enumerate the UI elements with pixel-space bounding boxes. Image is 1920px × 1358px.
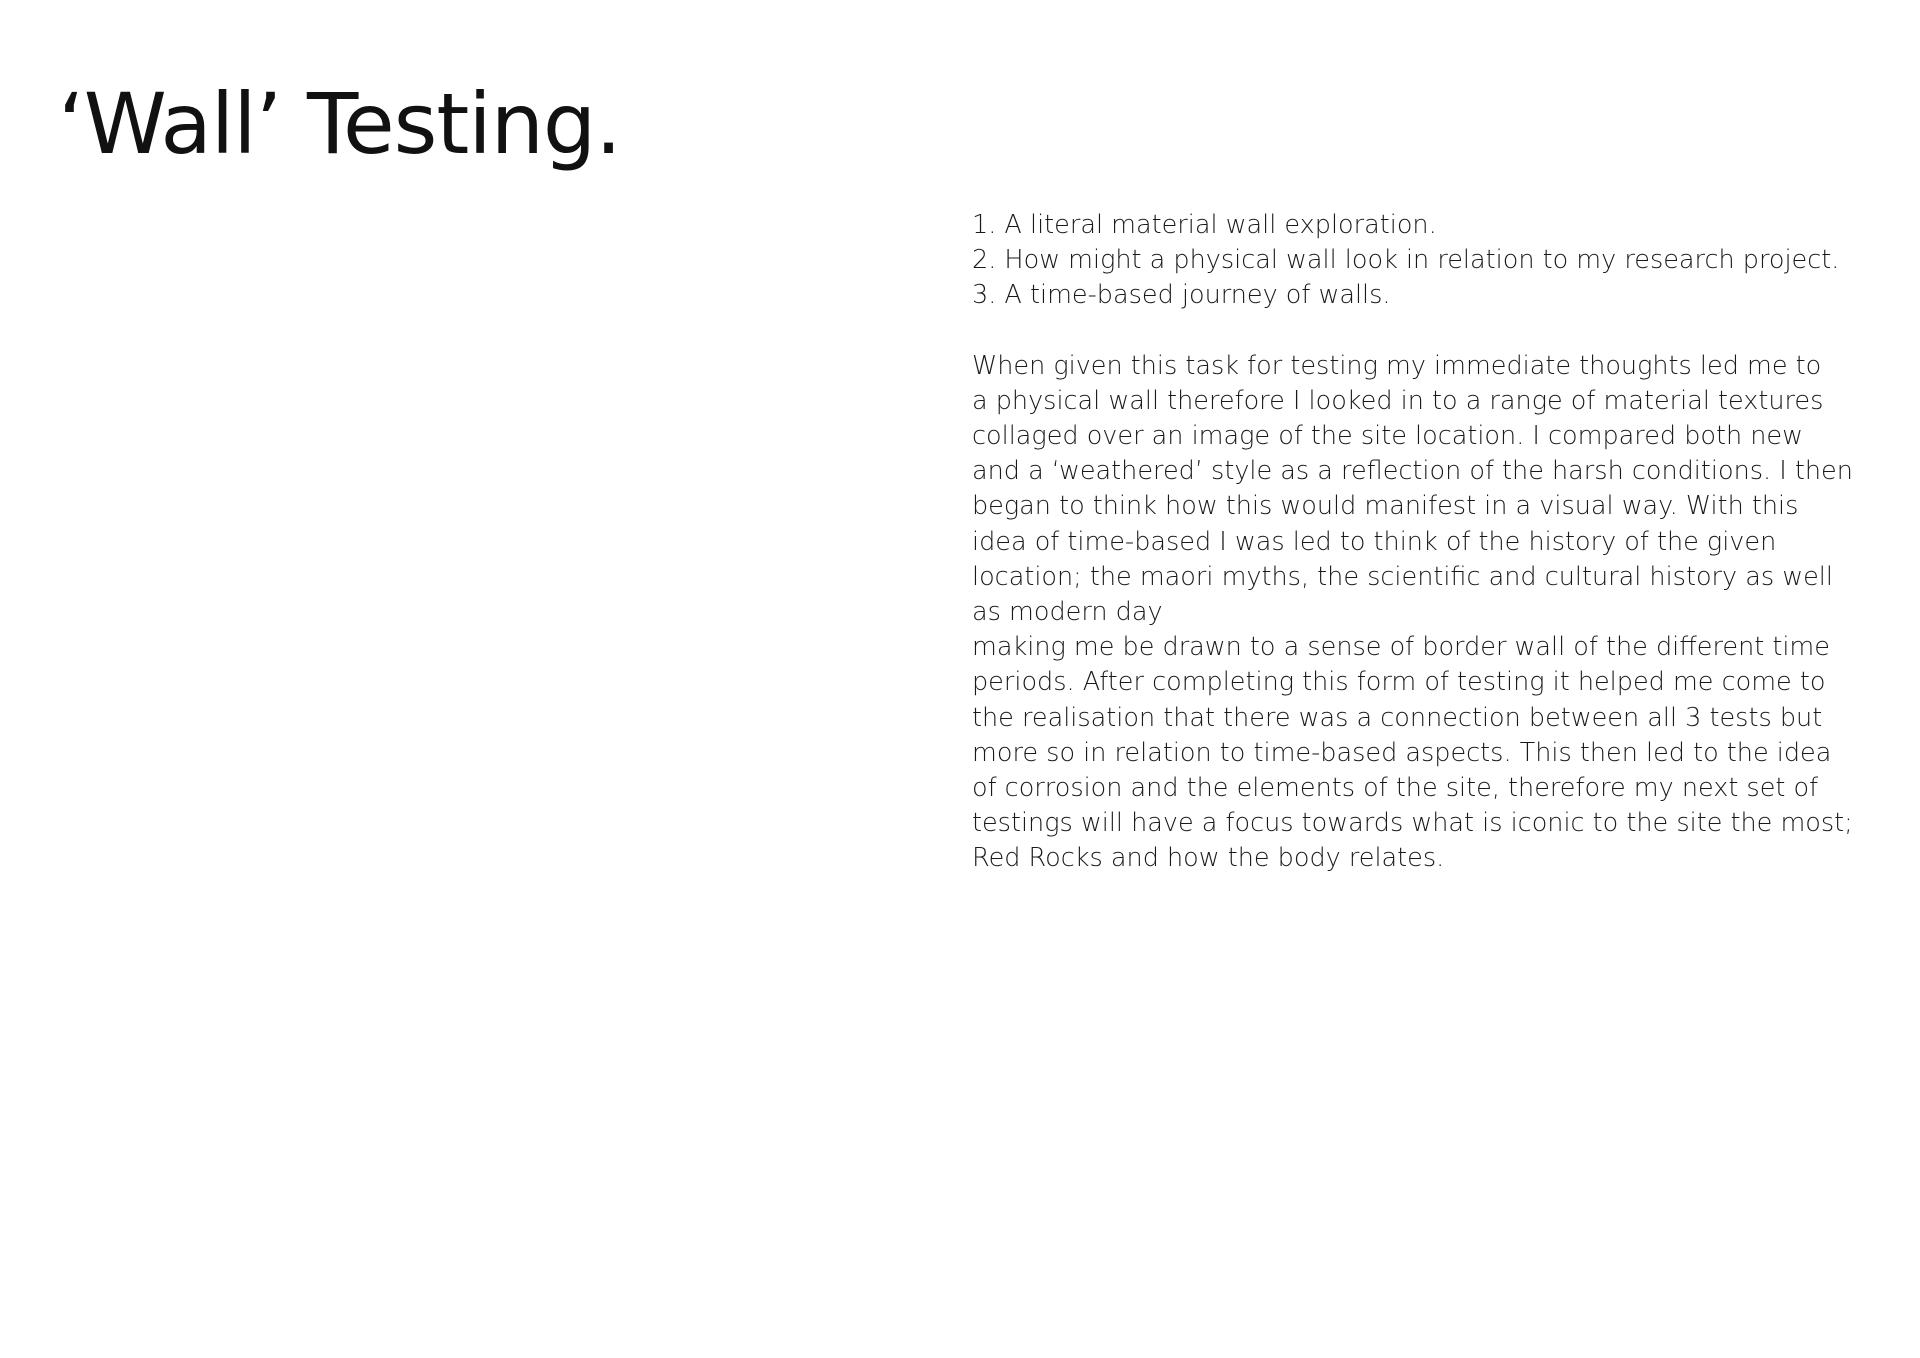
body-line: collaged over an image of the site location. I compared both new (972, 421, 1803, 452)
body-line: idea of time-based I was led to think of the history of the given (972, 526, 1777, 557)
body-line: periods. After completing this form of testing it helped me come to (972, 667, 1826, 698)
list-item: 2. How might a physical wall look in relation to my research project. (972, 245, 1840, 276)
list-item: 3. A time-based journey of walls. (972, 280, 1391, 311)
list-item: 1. A literal material wall exploration. (972, 210, 1437, 240)
body-line: location; the maori myths, the scientific and cultural history as well (972, 561, 1833, 592)
body-line: of corrosion and the elements of the site, therefore my next set of (972, 773, 1819, 804)
body-line: began to think how this would manifest in a visual way. With this (972, 491, 1799, 522)
body-line: Red Rocks and how the body relates. (972, 843, 1445, 874)
body-paragraph (972, 349, 1877, 877)
body-line: the realisation that there was a connection between all 3 tests but (972, 702, 1823, 733)
body-line: as modern day (972, 597, 1163, 628)
body-line: and a ‘weathered’ style as a reflection of the harsh conditions. I then (972, 456, 1853, 487)
page-title: ‘Wall’ Testing. (58, 75, 621, 173)
body-line: When given this task for testing my immediate thoughts led me to (972, 350, 1822, 381)
body-line: a physical wall therefore I looked in to a range of material textures (972, 385, 1824, 416)
paragraph-gap (972, 314, 1877, 349)
test-list (972, 208, 1877, 314)
body-line: making me be drawn to a sense of border wall of the different time (972, 632, 1830, 663)
body-line: more so in relation to time-based aspects. This then led to the idea (972, 737, 1832, 768)
description-column (972, 208, 1877, 877)
body-line: testings will have a focus towards what is iconic to the site the most; (972, 808, 1853, 839)
